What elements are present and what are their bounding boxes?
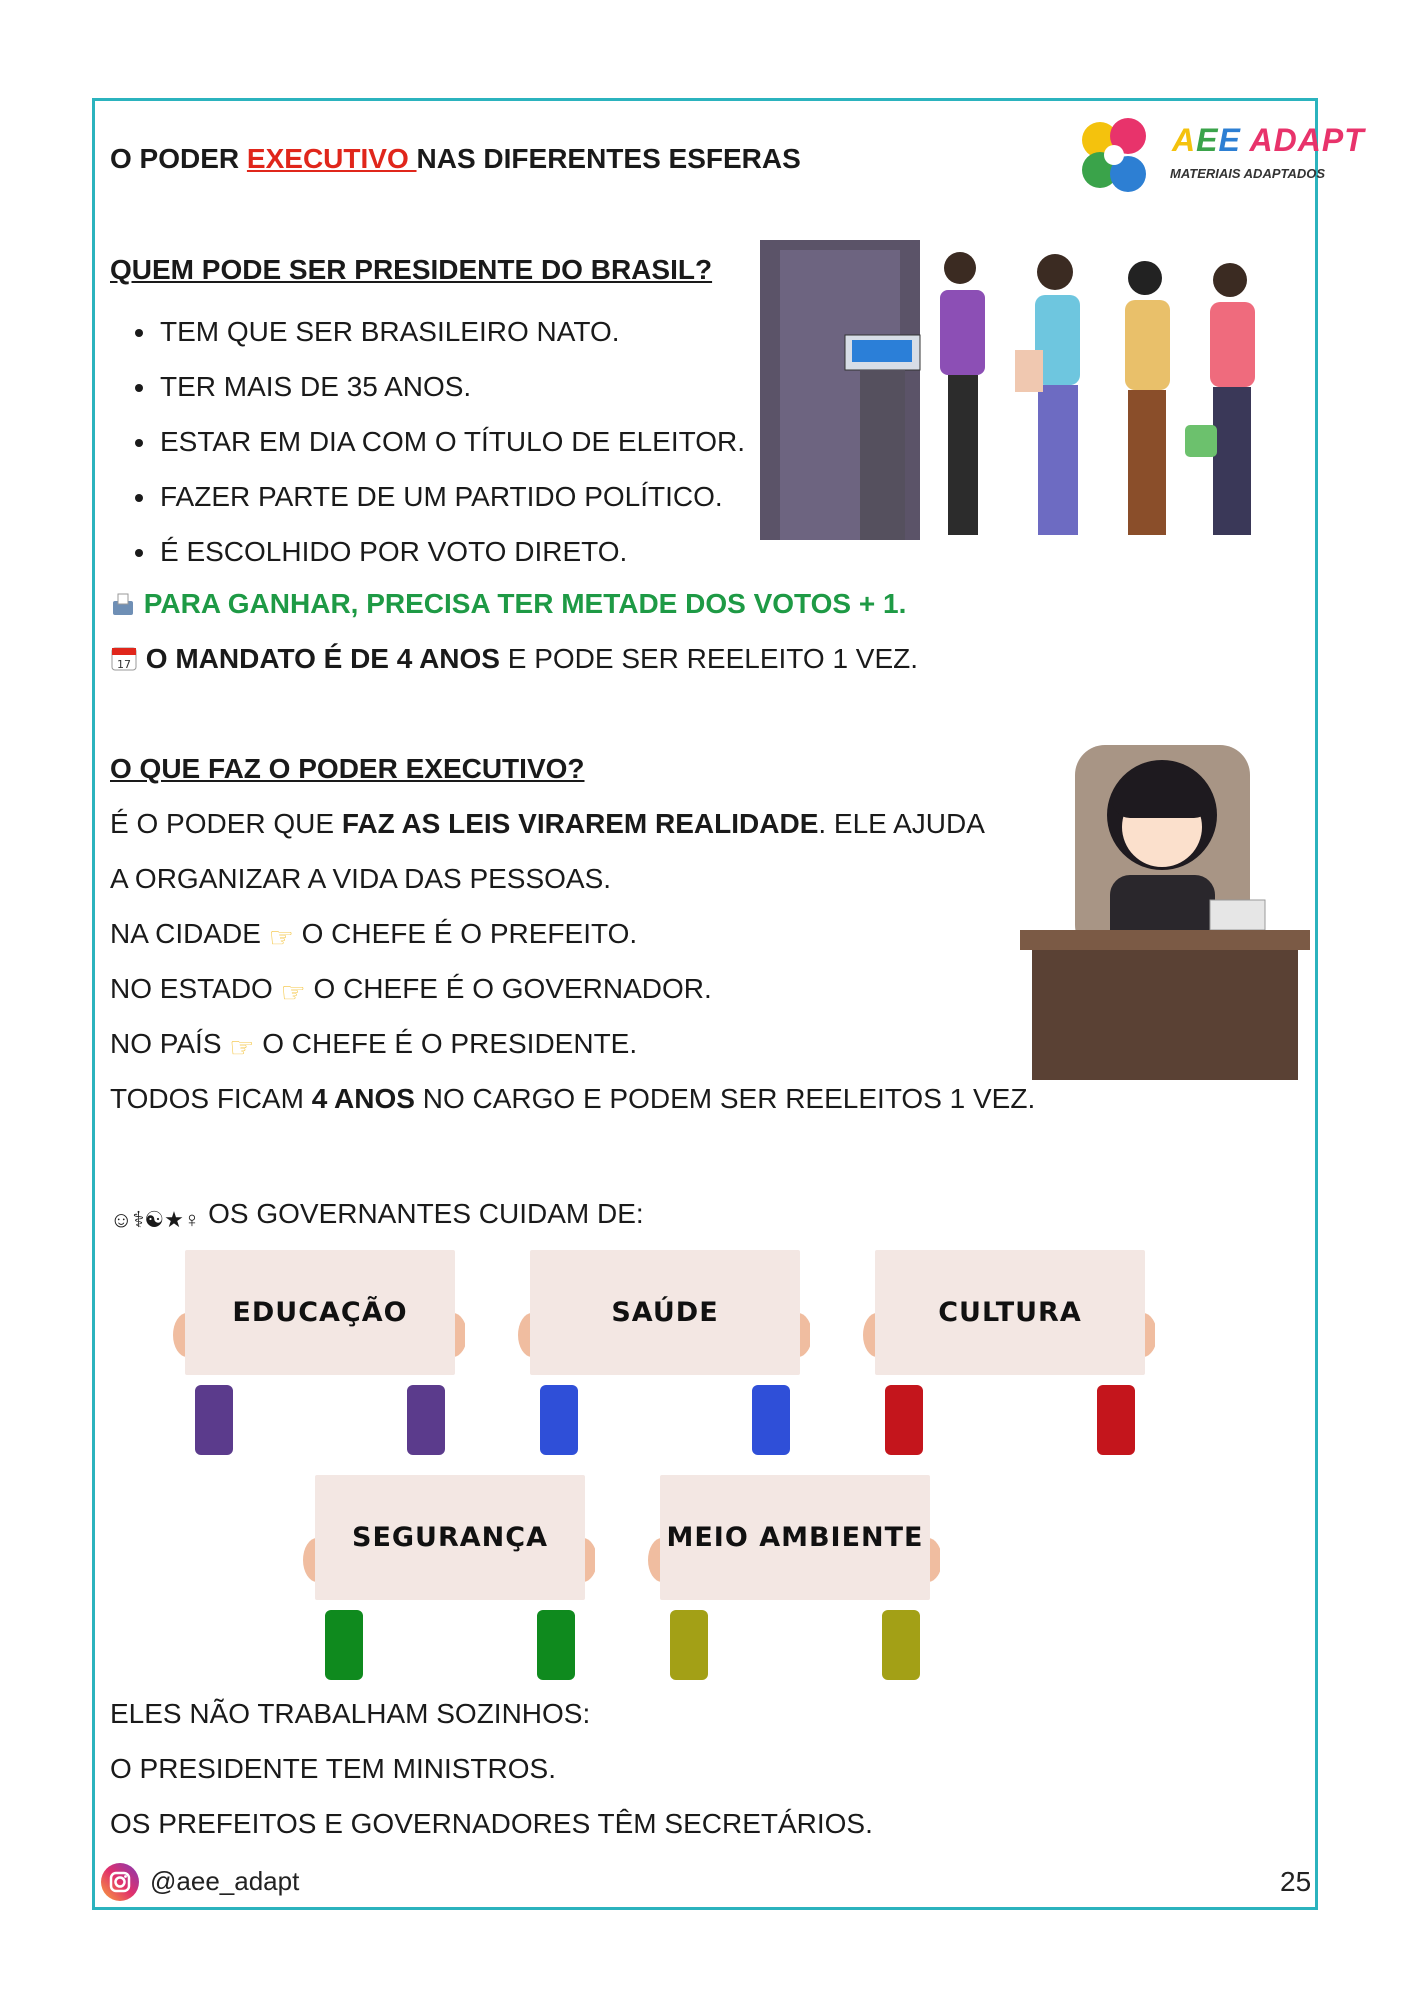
ballot-box-icon [110,591,136,617]
instagram-handle-link[interactable]: @aee_adapt [150,1866,300,1896]
closing-line-2: O PRESIDENTE TEM MINISTROS. [110,1753,556,1784]
svg-text:17: 17 [117,658,131,671]
sign-label: SEGURANÇA [352,1522,548,1553]
sign-environment [640,1475,940,1685]
mandate-line: 17 O MANDATO É DE 4 ANOS E PODE SER REELEITO 1 VEZ. [110,642,918,676]
calendar-icon [110,644,138,672]
pointing-hand-icon: ☞ [280,977,306,1008]
closing-line-1: ELES NÃO TRABALHAM SOZINHOS: [110,1698,591,1729]
list-item: • ESTAR EM DIA COM O TÍTULO DE ELEITOR. [158,414,745,469]
sign-label: CULTURA [938,1297,1082,1328]
page-title: O PODER EXECUTIVO NAS DIFERENTES ESFERAS [110,143,801,174]
executive-line-2: A ORGANIZAR A VIDA DAS PESSOAS. [110,863,612,894]
sign-label: SAÚDE [611,1297,719,1328]
list-item: • TEM QUE SER BRASILEIRO NATO. [158,304,745,359]
pointing-hand-icon: ☞ [268,922,294,953]
requirements-list [110,304,745,579]
city-line: NA CIDADE ☞ O CHEFE É O PREFEITO. [110,918,638,953]
list-item: • FAZER PARTE DE UM PARTIDO POLÍTICO. [158,469,745,524]
sign-security [295,1475,595,1685]
pointing-hand-icon: ☞ [229,1032,255,1063]
sign-label: EDUCAÇÃO [232,1297,408,1328]
closing-line-3: OS PREFEITOS E GOVERNADORES TÊM SECRETÁRIOS. [110,1808,873,1839]
president-desk-illustration [1020,735,1310,1085]
sign-culture [855,1250,1155,1460]
win-rule: PARA GANHAR, PRECISA TER METADE DOS VOTOS + 1. [110,587,906,621]
logo-name: AEE ADAPT [1172,122,1365,158]
sign-education [165,1250,465,1460]
page-number: 25 [1280,1866,1312,1897]
term-line: TODOS FICAM 4 ANOS NO CARGO E PODEM SER REELEITOS 1 VEZ. [110,1083,1036,1114]
voting-illustration [760,240,1280,550]
sign-health [510,1250,810,1460]
governors-heading-line: ☺⚕☯★♀ OS GOVERNANTES CUIDAM DE: [110,1197,644,1237]
people-icons: ☺⚕☯★♀ [110,1207,201,1232]
country-line: NO PAÍS ☞ O CHEFE É O PRESIDENTE. [110,1028,638,1063]
sign-label: MEIO AMBIENTE [666,1522,924,1553]
executive-line-1: É O PODER QUE FAZ AS LEIS VIRAREM REALIDADE. ELE AJUDA [110,808,985,839]
section-heading-president: QUEM PODE SER PRESIDENTE DO BRASIL? [110,254,713,285]
list-item: • TER MAIS DE 35 ANOS. [158,359,745,414]
state-line: NO ESTADO ☞ O CHEFE É O GOVERNADOR. [110,973,712,1008]
section-heading-executive: O QUE FAZ O PODER EXECUTIVO? [110,753,585,784]
list-item: • É ESCOLHIDO POR VOTO DIRETO. [158,524,745,579]
instagram-icon[interactable] [100,1862,140,1902]
logo-tagline: MATERIAIS ADAPTADOS [1170,166,1326,181]
